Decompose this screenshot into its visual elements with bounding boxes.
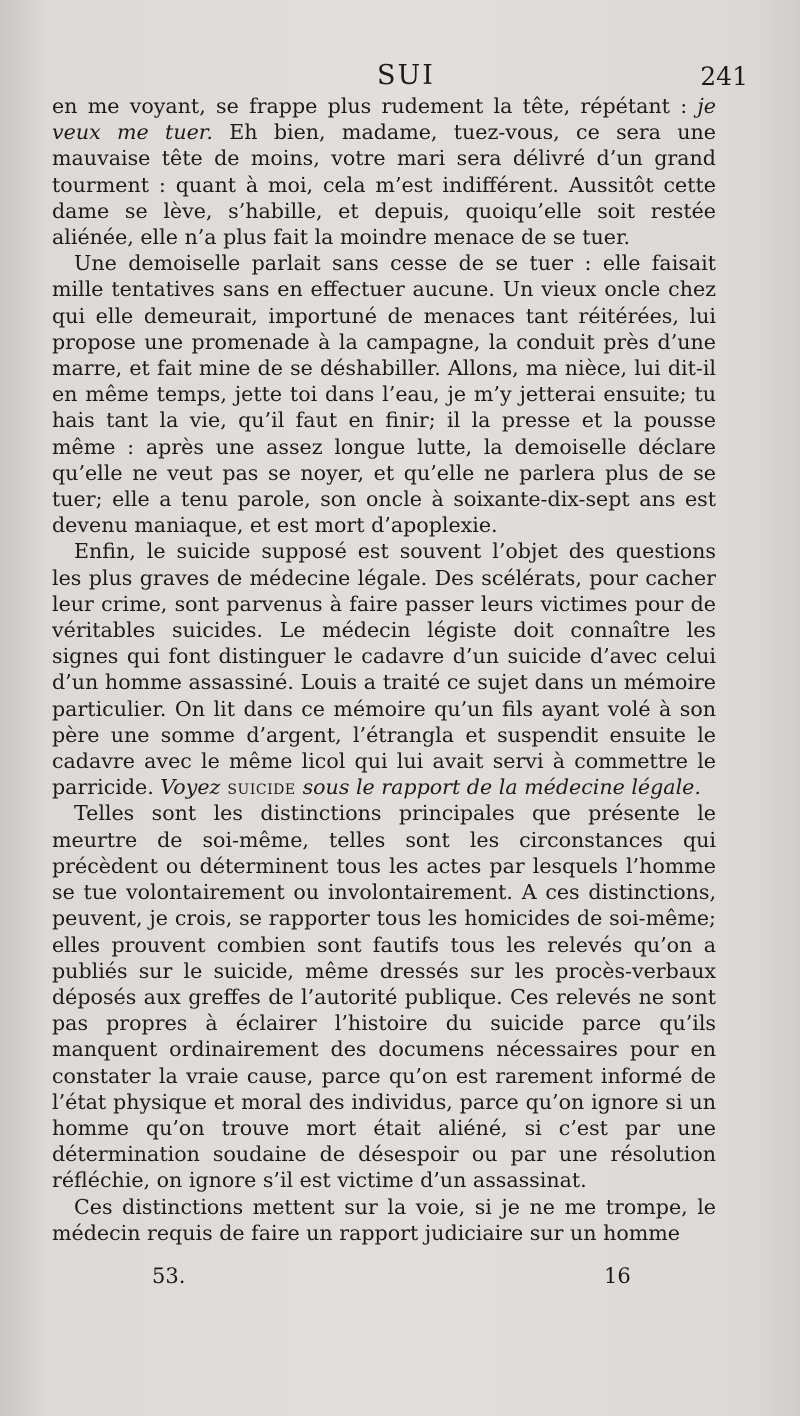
text-segment: Eh bien, madame, tuez-vous, ce sera une mauvaise tête de moins, votre mari sera délivré d’un grand tourment : quant à moi, cela m’est indifférent. Aussitôt cette dame se lève, s’habille, et depuis, quoiqu’elle soit restée aliénée, elle n’a plus fait la moindre menace de se tuer. (52, 120, 716, 250)
page-header (52, 58, 760, 94)
text-segment: Ces distinctions mettent sur la voie, si je ne me trompe, le médecin requis de faire un rapport judiciaire sur un homme (52, 1194, 716, 1245)
text-segment: en me voyant, se frappe plus rudement la tête, répétant : (52, 94, 698, 118)
paragraph (52, 1194, 716, 1246)
text-segment: suicide (220, 775, 303, 800)
paragraph (52, 250, 716, 538)
paragraph (52, 800, 716, 1193)
paragraph (52, 93, 716, 250)
text-segment: Telles sont les distinctions principales que présente le meurtre de soi-même, telles sont les circonstances qui précèdent ou déterminent tous les actes par lesquels l’homme se tue volontairement ou involontairement. A ces distinctions, peuvent, je crois, se rapporter tous les homicides de soi-même; elles prouvent combien sont fautifs tous les relevés qu’on a publiés sur le suicide, même dressés sur les procès-verbaux déposés aux greffes de l’autorité publique. Ces relevés ne sont pas propres à éclairer l’histoire du suicide parce qu’ils manquent ordinairement des documens nécessaires pour en constater la vraie cause, parce qu’on est rarement informé de l’état physique et moral des individus, parce qu’on ignore si un homme qu’on trouve mort était aliéné, si c’est par une détermination soudaine de désespoir ou par une résolution réfléchie, on ignore s’il est victime d’un assassinat. (52, 801, 716, 1193)
body-text (52, 93, 716, 1246)
text-segment: Enfin, le suicide supposé est souvent l’objet des questions les plus graves de médecine légale. Des scélérats, pour cacher leur crime, sont parvenus à faire passer leurs victimes pour de véritables suicides. Le médecin légiste doit connaître les signes qui font distinguer le cadavre d’un suicide d’avec celui d’un homme assassiné. Louis a traité ce sujet dans un mémoire particulier. On lit dans ce mémoire qu’un fils ayant volé à son père une somme d’argent, l’étrangla et suspendit ensuite le cadavre avec le même licol qui lui avait servi à commettre le parricide. (52, 539, 716, 800)
page-number: 241 (700, 62, 748, 91)
running-head: SUI (377, 60, 435, 91)
signature-mark: 53. (152, 1264, 186, 1288)
text-segment: sous le rapport de la médecine légale. (302, 775, 701, 800)
text-segment: je veux me tuer. (52, 94, 716, 145)
page-footer (52, 1264, 716, 1294)
sheet-number: 16 (604, 1264, 631, 1288)
text-segment: Une demoiselle parlait sans cesse de se tuer : elle faisait mille tentatives sans en effectuer aucune. Un vieux oncle chez qui elle demeurait, importuné de menaces tant réitérées, lui propose une promenade à la campagne, la conduit près d’une marre, et fait mine de se déshabiller. Allons, ma nièce, lui dit-il en même temps, jette toi dans l’eau, je m’y jetterai ensuite; tu hais tant la vie, qu’il faut en finir; il la presse et la pousse même : après une assez longue lutte, la demoiselle déclare qu’elle ne veut pas se noyer, et qu’elle ne parlera plus de se tuer; elle a tenu parole, son oncle à soixante-dix-sept ans est devenu maniaque, et est mort d’apoplexie. (52, 251, 716, 538)
paragraph (52, 538, 716, 800)
text-segment: Voyez (160, 775, 221, 800)
